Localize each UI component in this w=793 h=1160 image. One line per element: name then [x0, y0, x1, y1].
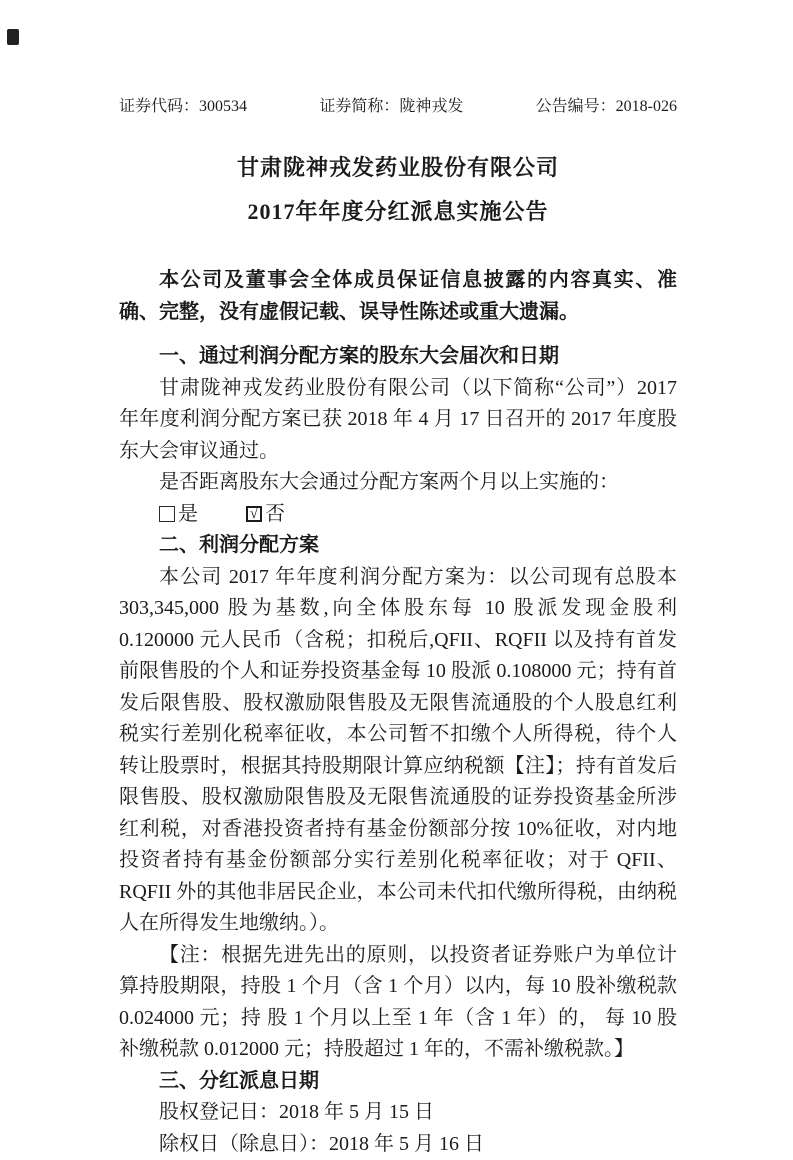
answer-checkbox-row: [119, 499, 677, 531]
section-1-heading: 一、通过利润分配方案的股东大会届次和日期: [119, 341, 677, 373]
announcement-title: 2017年年度分红派息实施公告: [119, 197, 677, 227]
checkbox-option-yes: [159, 499, 198, 531]
document-header: [119, 97, 677, 117]
scan-corner-artifact: [7, 29, 19, 45]
record-date-line: 股权登记日：2018 年 5 月 15 日: [119, 1097, 677, 1129]
tax-note-paragraph: 【注：根据先进先出的原则，以投资者证券账户为单位计算持股期限，持股 1 个月（含 1 个月）以内，每 10 股补缴税款 0.024000 元；持 股 1 个月以上至 1 年（含 1 年）的， 每 10 股补缴税款 0.012000 元；持股超过 1 年的，不需补缴税款。】: [119, 940, 677, 1066]
check-mark-icon: √: [250, 507, 258, 522]
stock-name: 证券简称：陇神戎发: [319, 97, 463, 117]
checkbox-yes-label: 是: [178, 499, 198, 531]
announcement-number: 公告编号：2018-026: [536, 97, 677, 117]
profit-distribution-paragraph: 本公司 2017 年年度利润分配方案为：以公司现有总股本 303,345,000 股为基数,向全体股东每 10 股派发现金股利 0.120000 元人民币（含税；扣税后,QFII、RQFII 以及持有首发前限售股的个人和证券投资基金每 10 股派 0.108000 元；持有首发后限售股、股权激励限售股及无限售流通股的个人股息红利税实行差别化税率征收，本公司暂不扣缴个人所得税，待个人转让股票时，根据其持股期限计算应纳税额【注】；持有首发后限售股、股权激励限售股及无限售流通股的证券投资基金所涉红利税，对香港投资者持有基金份额部分按 10%征收，对内地投资者持有基金份额部分实行差别化税率征收；对于 QFII、RQFII 外的其他非居民企业，本公司未代扣代缴所得税，由纳税人在所得发生地缴纳。）。: [119, 562, 677, 940]
checkbox-no-box[interactable]: [246, 506, 262, 522]
section-3-heading: 三、分红派息日期: [119, 1066, 677, 1098]
checkbox-no-label: 否: [265, 499, 285, 531]
ex-dividend-date-line: 除权日（除息日）：2018 年 5 月 16 日: [119, 1129, 677, 1160]
checkbox-option-no: [246, 499, 285, 531]
checkbox-yes-box[interactable]: [159, 506, 175, 522]
section-1-paragraph: 甘肃陇神戎发药业股份有限公司（以下简称“公司”）2017 年年度利润分配方案已获 2018 年 4 月 17 日召开的 2017 年度股东大会审议通过。: [119, 373, 677, 468]
section-2-heading: 二、利润分配方案: [119, 530, 677, 562]
declaration-paragraph: 本公司及董事会全体成员保证信息披露的内容真实、准确、完整，没有虚假记载、误导性陈述或重大遗漏。: [119, 265, 677, 328]
document-content: [119, 0, 677, 1160]
company-title: 甘肃陇神戎发药业股份有限公司: [119, 153, 677, 183]
stock-code: 证券代码：300534: [119, 97, 247, 117]
dividend-timing-question: 是否距离股东大会通过分配方案两个月以上实施的：: [119, 467, 677, 499]
